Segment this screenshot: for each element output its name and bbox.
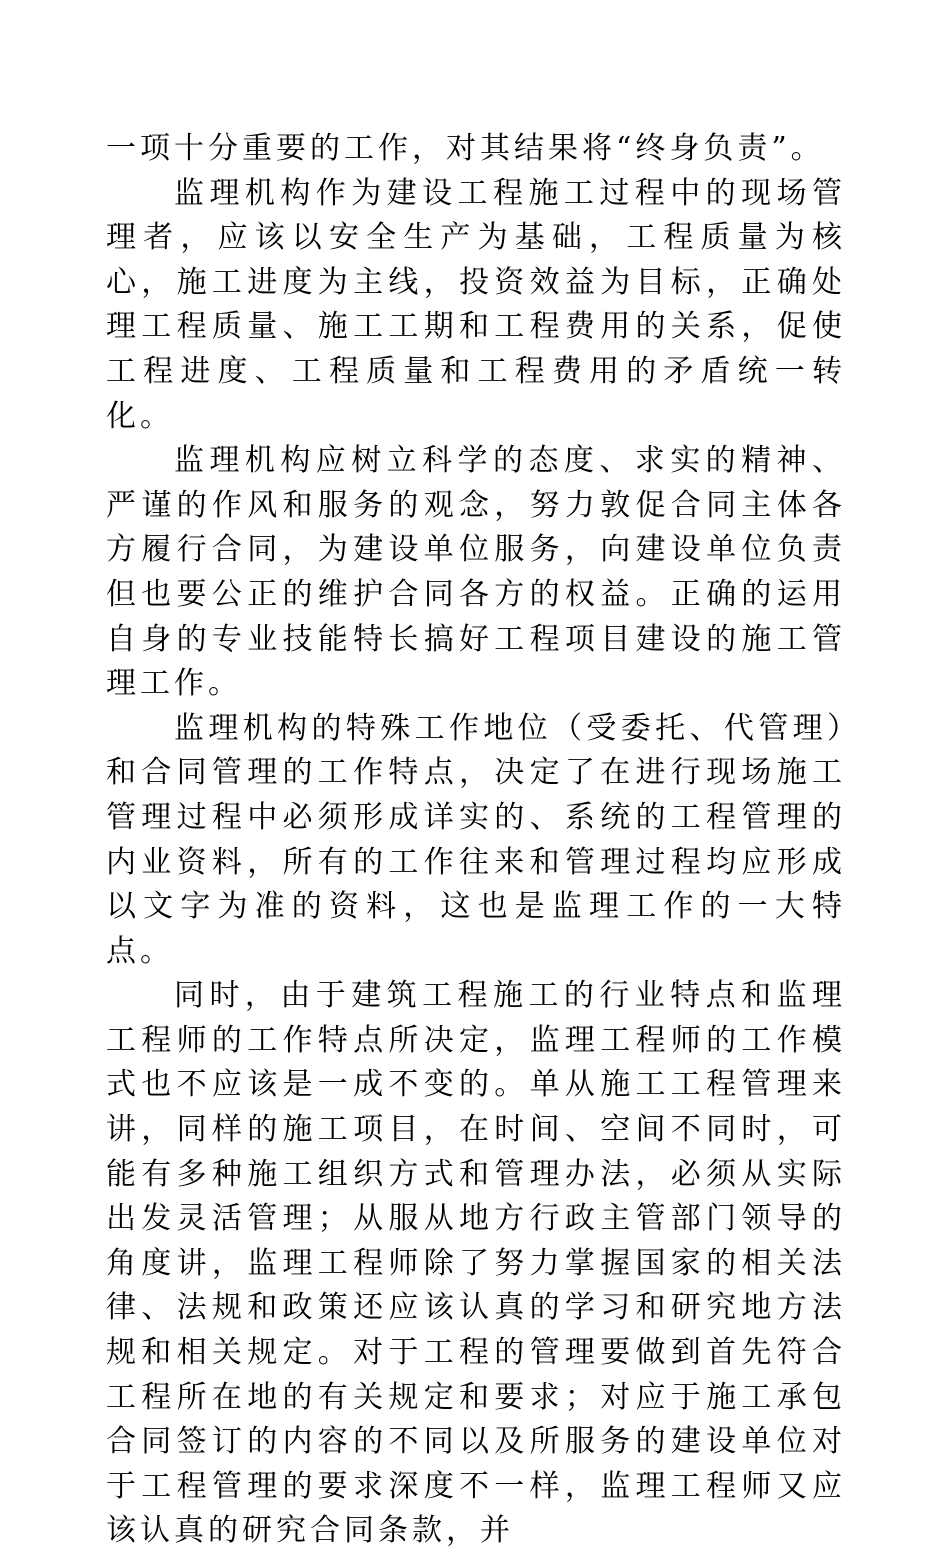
document-body [106, 127, 846, 1554]
paragraph: 监理机构作为建设工程施工过程中的现场管理者，应该以安全生产为基础，工程质量为核心，施工进度为主线，投资效益为目标，正确处理工程质量、施工工期和工程费用的关系，促使工程进度、工程质量和工程费用的矛盾统一转化。 [106, 175, 846, 434]
paragraph: 监理机构的特殊工作地位（受委托、代管理）和合同管理的工作特点，决定了在进行现场施工管理过程中必须形成详实的、系统的工程管理的内业资料，所有的工作往来和管理过程均应形成以文字为准的资料，这也是监理工作的一大特点。 [106, 710, 846, 969]
paragraph-continuation: 一项十分重要的工作，对其结果将“终身负责”。 [106, 131, 825, 166]
paragraph: 监理机构应树立科学的态度、求实的精神、严谨的作风和服务的观念，努力敦促合同主体各方履行合同，为建设单位服务，向建设单位负责但也要公正的维护合同各方的权益。正确的运用自身的专业技能特长搞好工程项目建设的施工管理工作。 [106, 443, 846, 702]
paragraph: 同时，由于建筑工程施工的行业特点和监理工程师的工作特点所决定，监理工程师的工作模式也不应该是一成不变的。单从施工工程管理来讲，同样的施工项目，在时间、空间不同时，可能有多种施工组织方式和管理办法，必须从实际出发灵活管理；从服从地方行政主管部门领导的角度讲，监理工程师除了努力掌握国家的相关法律、法规和政策还应该认真的学习和研究地方法规和相关规定。对于工程的管理要做到首先符合工程所在地的有关规定和要求；对应于施工承包合同签订的内容的不同以及所服务的建设单位对于工程管理的要求深度不一样，监理工程师又应该认真的研究合同条款，并 [106, 978, 846, 1549]
